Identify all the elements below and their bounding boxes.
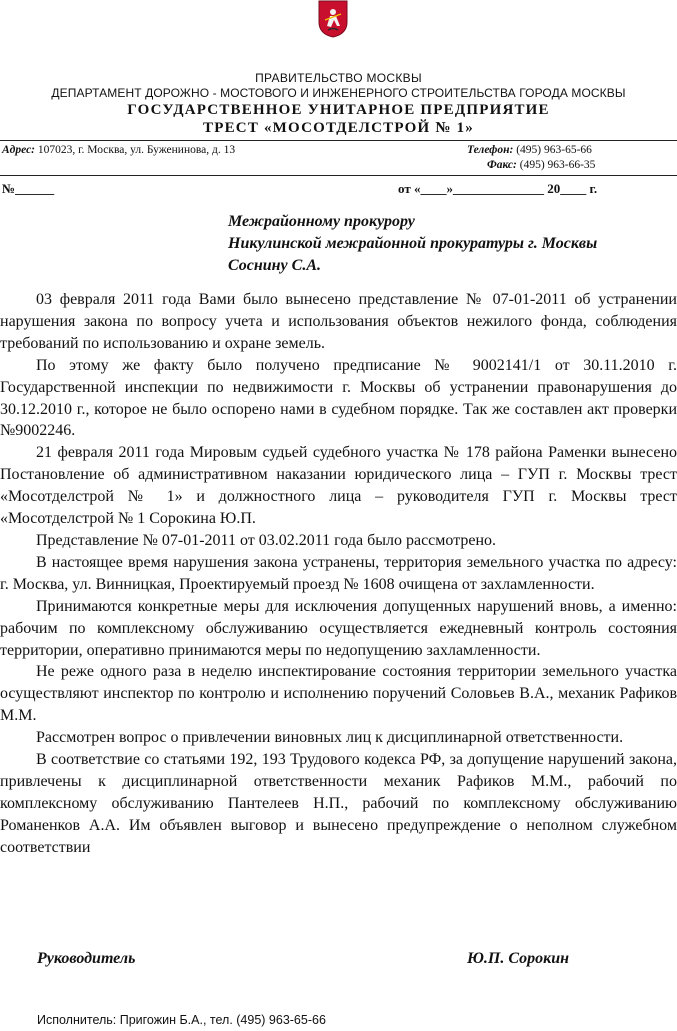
body-paragraph: Не реже одного раза в неделю инспектирование состояния территории земельного участка осуществляют инспектор по контролю и исполнению поручений Соловьев В.А., механик Рафиков М.М. (0, 663, 677, 725)
moscow-coat-of-arms-icon (318, 0, 348, 38)
address-value: 107023, г. Москва, ул. Буженинова, д. 13 (37, 144, 236, 156)
signature-name: Ю.П. Сорокин (467, 950, 570, 967)
addressee-name: Соснину С.А. (228, 257, 321, 274)
header-department: ДЕПАРТАМЕНТ ДОРОЖНО - МОСТОВОГО И ИНЖЕНЕРНОГО СТРОИТЕЛЬСТВА ГОРОДА МОСКВЫ (51, 86, 626, 100)
body-paragraph: 03 февраля 2011 года Вами было вынесено представление № 07-01-2011 об устранении нарушения закона по вопросу учета и использования объектов нежилого фонда, соблюдения требований по использованию и охране земель. (0, 291, 677, 352)
body-paragraph: В настоящее время нарушения закона устранены, территория земельного участка по адресу: г. Москва, ул. Винницкая, Проектируемый проезд № 1608 очищена от захламленности. (0, 553, 677, 593)
header-organization-name: ТРЕСТ «МОСОТДЕЛСТРОЙ № 1» (203, 120, 474, 136)
header-divider-bottom (0, 175, 677, 176)
phone-block (467, 144, 592, 156)
header-government: ПРАВИТЕЛЬСТВО МОСКВЫ (255, 71, 422, 85)
address-block (2, 144, 235, 156)
signature-title: Руководитель (37, 950, 136, 967)
body-paragraph: Представление № 07-01-2011 от 03.02.2011 года было рассмотрено. (36, 531, 497, 549)
document-number-field: №______ (2, 181, 55, 196)
fax-value: (495) 963-66-35 (519, 159, 596, 171)
addressee-position: Межрайонному прокурору (228, 213, 415, 230)
addressee-office: Никулинской межрайонной прокуратуры г. Москвы (228, 235, 598, 252)
body-paragraph: Рассмотрен вопрос о привлечении виновных лиц к дисциплинарной ответственности. (36, 729, 624, 747)
executor-line: Исполнитель: Пригожин Б.А., тел. (495) 963-65-66 (37, 1013, 326, 1027)
phone-value: (495) 963-65-66 (516, 144, 592, 156)
body-paragraph: В соответствие со статьями 192, 193 Трудового кодекса РФ, за допущение нарушений закона, привлечены к дисциплинарной ответственности механик Рафиков М.М., рабочий по комплексному обслуживанию Пантелеев Н.П., рабочий по комплексному обслуживанию Романенков А.А. Им объявлен выговор и вынесено предупреждение о неполном служебном соответствии (0, 751, 677, 856)
phone-label: Телефон: (467, 144, 514, 156)
header-enterprise-type: ГОСУДАРСТВЕННОЕ УНИТАРНОЕ ПРЕДПРИЯТИЕ (127, 102, 550, 118)
body-paragraph: 21 февраля 2011 года Мировым судьей судебного участка № 178 района Раменки вынесено Постановление об административном наказании юридического лица – ГУП г. Москвы трест «Мосотделстрой № 1» и должностного лица – руководителя ГУП г. Москвы трест «Мосотделстрой № 1 Сорокина Ю.П. (0, 444, 677, 528)
body-paragraph: По этому же факту было получено предписание № 9002141/1 от 30.11.2010 г. Государственной инспекции по недвижимости г. Москвы об устранении правонарушения до 30.12.2010 г., которое не было оспорено нами в судебном порядке. Так же составлен акт проверки №9002246. (0, 356, 677, 440)
letter-body (0, 289, 677, 859)
header-divider-top (0, 140, 677, 141)
fax-block (487, 159, 595, 171)
fax-label: Факс: (487, 159, 517, 171)
address-label: Адрес: (2, 144, 36, 156)
body-paragraph: Принимаются конкретные меры для исключения допущенных нарушений вновь, а именно: рабочим по комплексному обслуживанию осуществляется ежедневный контроль состояния территории, оперативно принимаются меры по недопущению захламленности. (0, 597, 677, 659)
document-date-field: от «____»______________ 20____ г. (398, 181, 598, 196)
